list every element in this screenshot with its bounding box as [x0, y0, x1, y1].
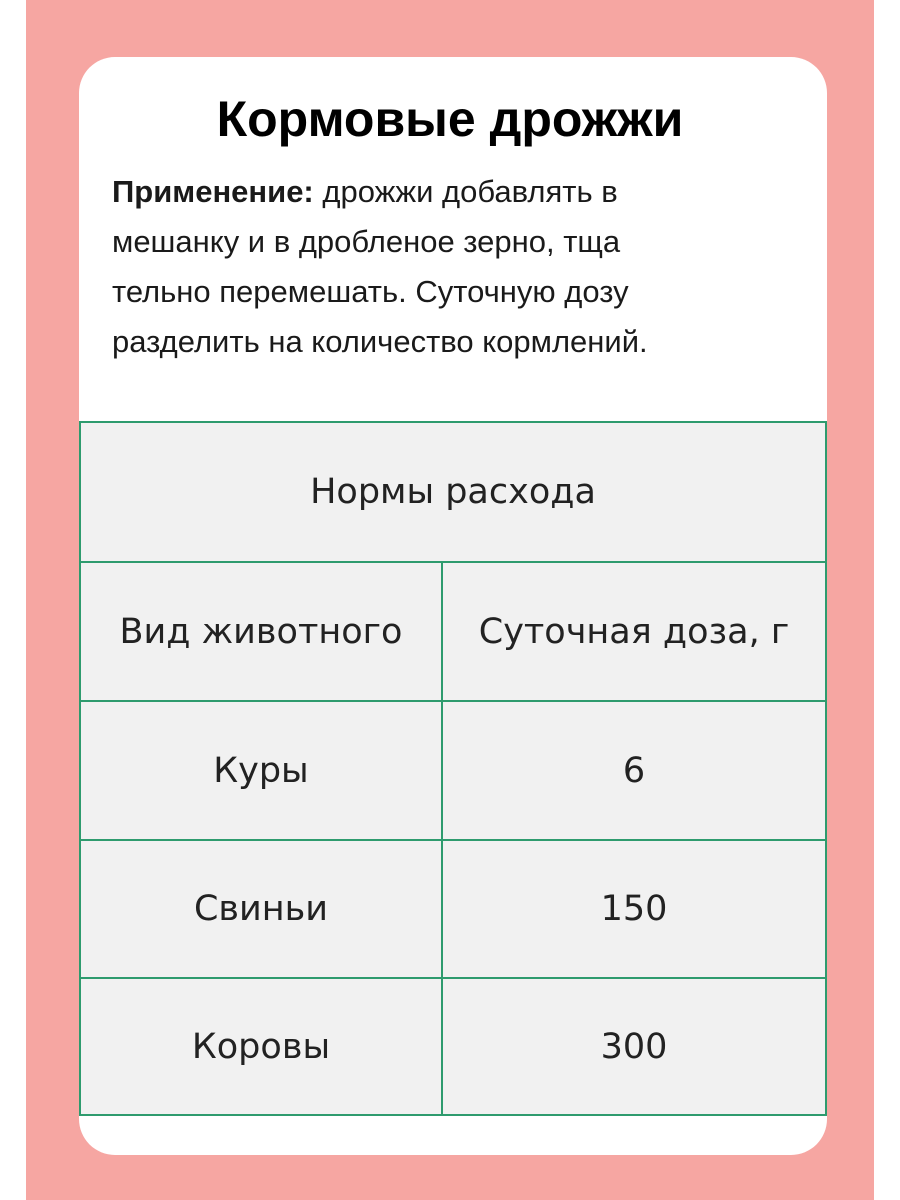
- usage-text-1: дрожжи добавлять в: [313, 174, 618, 209]
- row-dose-chickens: 6: [622, 750, 646, 791]
- usage-text-2: мешанку и в дробленое зерно, тща: [112, 224, 621, 259]
- row-animal-chickens: Куры: [213, 750, 309, 791]
- header-animal: Вид животного: [119, 611, 403, 652]
- row-animal-cows: Коровы: [191, 1026, 331, 1067]
- usage-text-3: тельно перемешать. Суточную дозу: [112, 274, 629, 309]
- usage-text-4: разделить на количество кормлений.: [112, 324, 648, 359]
- row-dose-cows: 300: [600, 1026, 668, 1067]
- usage-line-1: [112, 167, 792, 217]
- usage-label: Применение:: [112, 174, 314, 209]
- usage-paragraph: [112, 167, 792, 367]
- column-divider: [441, 561, 443, 1114]
- consumption-table: [79, 421, 827, 1116]
- row-dose-pigs: 150: [600, 889, 668, 929]
- header-daily-dose: Суточная доза, г: [478, 611, 790, 652]
- page-title: Кормовые дрожжи: [216, 91, 684, 147]
- table-caption: Нормы расхода: [310, 472, 596, 512]
- row-animal-pigs: Свиньи: [193, 889, 329, 929]
